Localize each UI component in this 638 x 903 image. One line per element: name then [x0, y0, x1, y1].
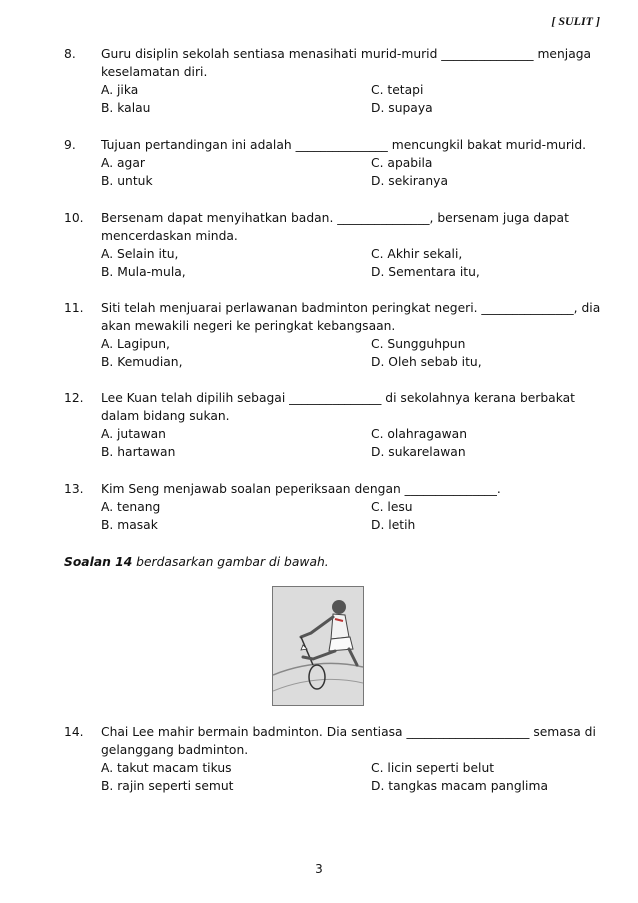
option-b[interactable]: B. Kemudian, [101, 355, 183, 369]
option-d[interactable]: D. sukarelawan [371, 445, 466, 459]
option-c[interactable]: C. lesu [371, 500, 413, 514]
question-number: 8. [64, 47, 76, 61]
question-10 [64, 209, 604, 281]
question-13 [64, 480, 604, 534]
question-8 [64, 45, 604, 117]
option-c[interactable]: C. olahragawan [371, 427, 467, 441]
options [101, 425, 604, 461]
options [101, 498, 604, 534]
question-stem: Bersenam dapat menyihatkan badan. _______________, bersenam juga dapat mencerdaskan minda. [101, 211, 569, 243]
options [101, 335, 604, 371]
question-number: 12. [64, 391, 84, 405]
question-14 [64, 723, 604, 795]
option-d[interactable]: D. Oleh sebab itu, [371, 355, 482, 369]
options [101, 245, 604, 281]
option-d[interactable]: D. sekiranya [371, 174, 448, 188]
question-number: 11. [64, 301, 84, 315]
options [101, 154, 604, 190]
option-a[interactable]: A. tenang [101, 500, 161, 514]
option-a[interactable]: A. agar [101, 156, 145, 170]
question-11 [64, 299, 604, 371]
question-stem: Tujuan pertandingan ini adalah _______________ mencungkil bakat murid-murid. [101, 138, 587, 152]
confidential-label: [ SULIT ] [551, 14, 600, 28]
option-a[interactable]: A. takut macam tikus [101, 761, 232, 775]
question-number: 10. [64, 211, 84, 225]
question-stem: Kim Seng menjawab soalan peperiksaan dengan _______________. [101, 482, 501, 496]
option-a[interactable]: A. Selain itu, [101, 247, 179, 261]
option-d[interactable]: D. supaya [371, 101, 433, 115]
question-number: 14. [64, 725, 84, 739]
option-a[interactable]: A. Lagipun, [101, 337, 170, 351]
option-c[interactable]: C. tetapi [371, 83, 424, 97]
badminton-player-image [272, 586, 364, 706]
options [101, 81, 604, 117]
option-b[interactable]: B. kalau [101, 101, 151, 115]
question-stem: Chai Lee mahir bermain badminton. Dia sentiasa ____________________ semasa di gelanggang badminton. [101, 725, 596, 757]
option-c[interactable]: C. Akhir sekali, [371, 247, 463, 261]
question-stem: Guru disiplin sekolah sentiasa menasihati murid-murid _______________ menjaga keselamatan diri. [101, 47, 592, 79]
option-b[interactable]: B. rajin seperti semut [101, 779, 234, 793]
option-a[interactable]: A. jutawan [101, 427, 166, 441]
option-b[interactable]: B. masak [101, 518, 158, 532]
option-a[interactable]: A. jika [101, 83, 139, 97]
question-9 [64, 136, 604, 190]
question-14-intro [64, 555, 329, 569]
option-b[interactable]: B. hartawan [101, 445, 176, 459]
intro-rest: berdasarkan gambar di bawah. [132, 555, 329, 569]
option-b[interactable]: B. untuk [101, 174, 153, 188]
option-d[interactable]: D. tangkas macam panglima [371, 779, 548, 793]
question-stem: Lee Kuan telah dipilih sebagai _______________ di sekolahnya kerana berbakat dalam bidang sukan. [101, 391, 575, 423]
question-12 [64, 389, 604, 461]
option-c[interactable]: C. apabila [371, 156, 433, 170]
options [101, 759, 604, 795]
option-c[interactable]: C. licin seperti belut [371, 761, 495, 775]
question-number: 13. [64, 482, 84, 496]
badminton-illustration [273, 587, 363, 705]
option-b[interactable]: B. Mula-mula, [101, 265, 186, 279]
option-d[interactable]: D. letih [371, 518, 416, 532]
option-c[interactable]: C. Sungguhpun [371, 337, 466, 351]
page-number: 3 [315, 862, 323, 876]
intro-bold: Soalan 14 [64, 555, 133, 569]
question-stem: Siti telah menjuarai perlawanan badminton peringkat negeri. _______________, dia akan mewakili negeri ke peringkat kebangsaan. [101, 301, 601, 333]
question-number: 9. [64, 138, 76, 152]
option-d[interactable]: D. Sementara itu, [371, 265, 480, 279]
